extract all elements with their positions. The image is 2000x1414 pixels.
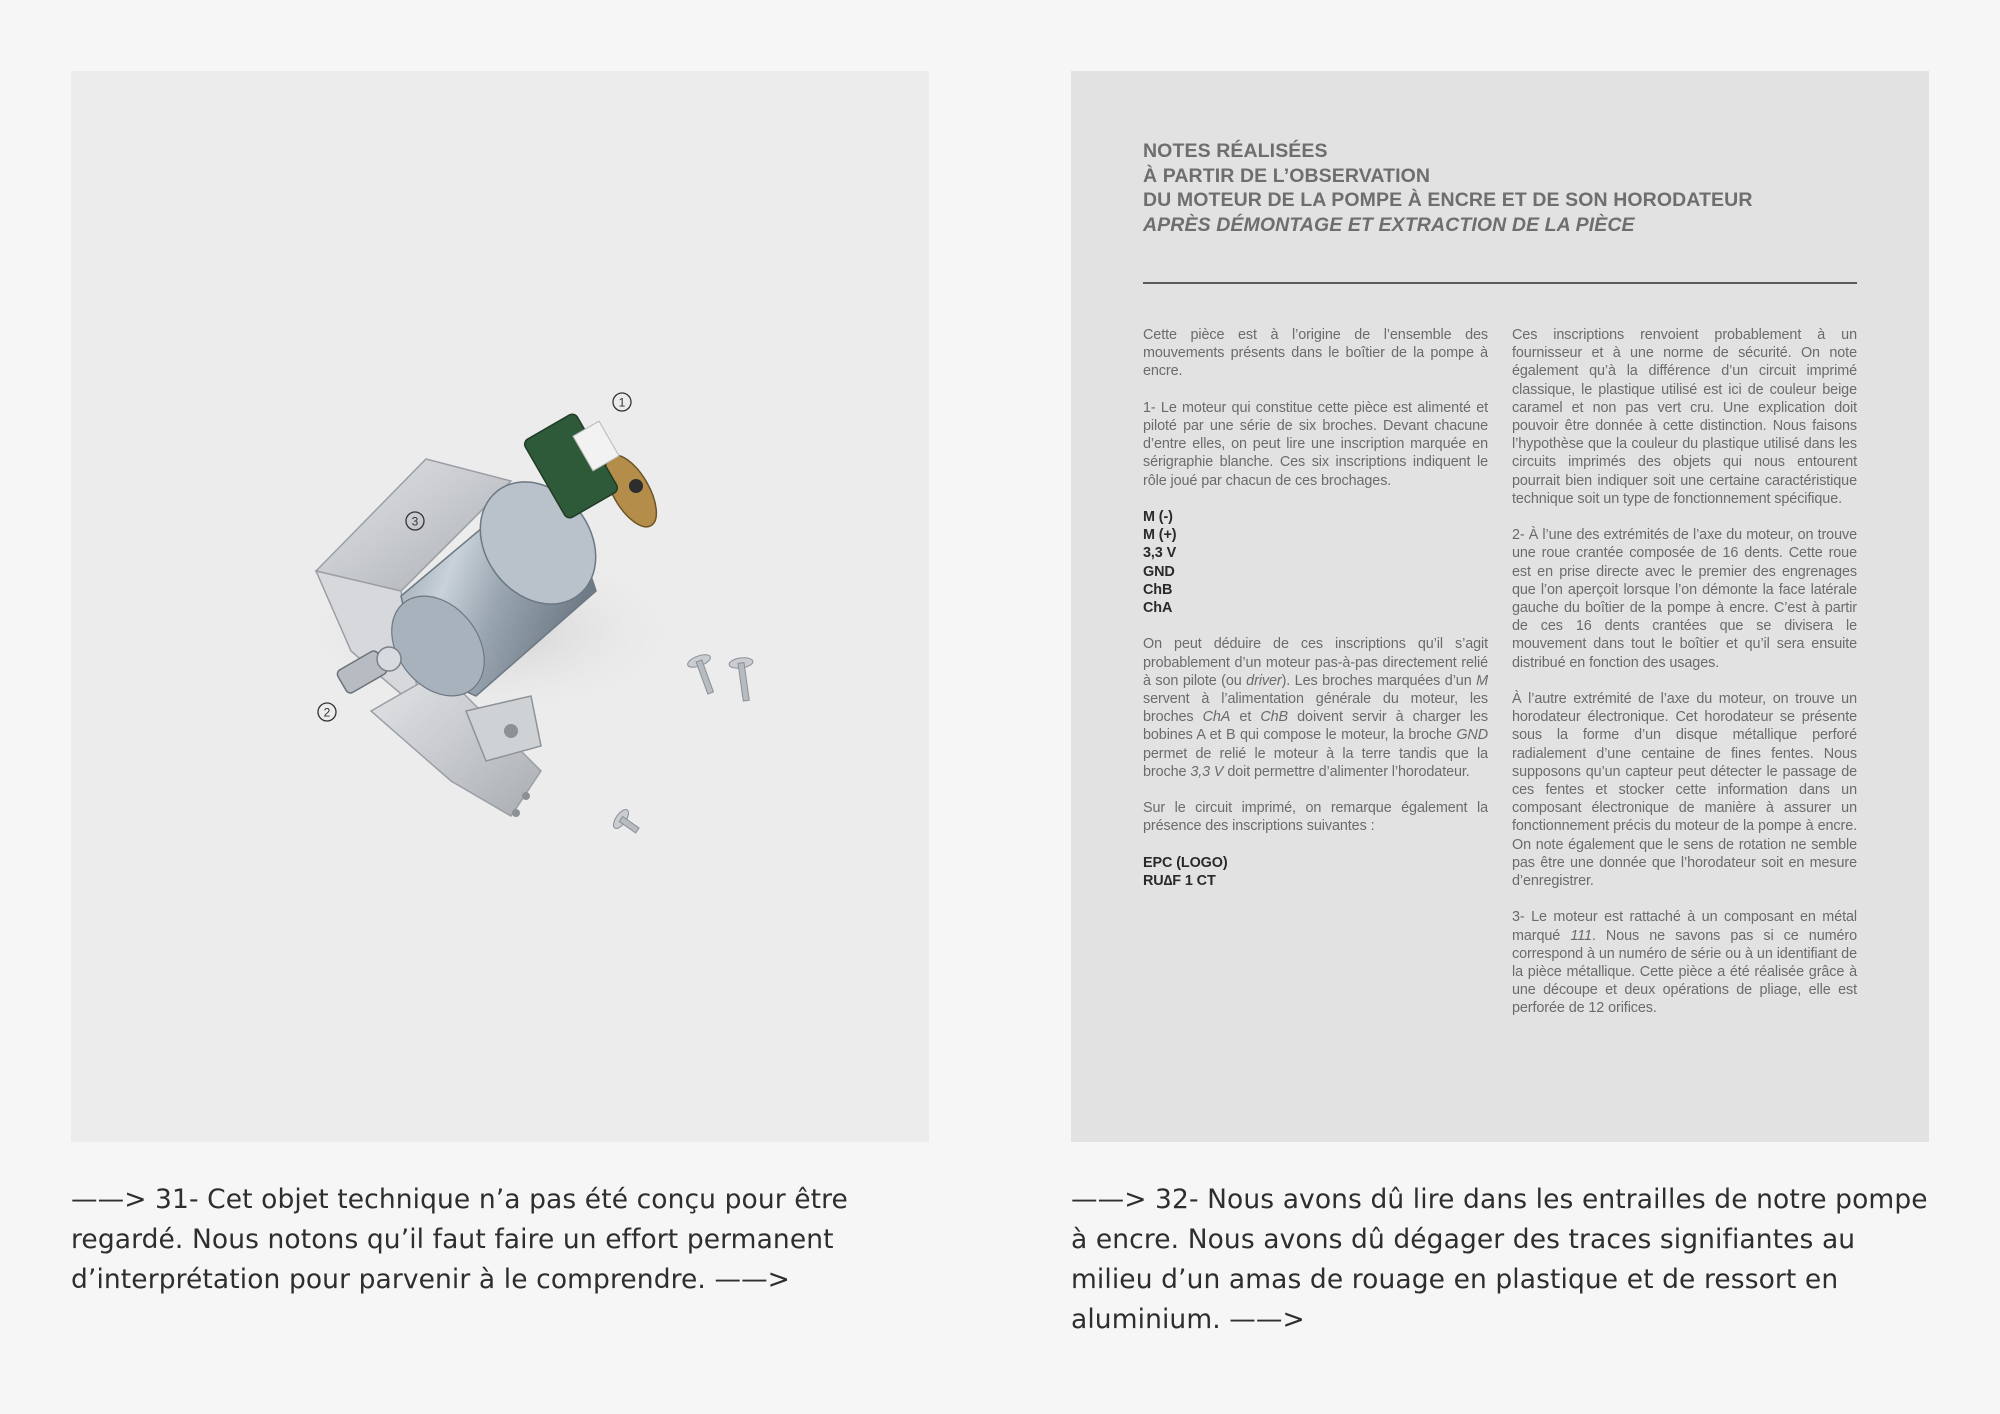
paragraph: 3- Le moteur est rattaché à un composant en métal marqué 111. Nous ne savons pas si ce numéro correspond à un numéro de série ou à un identifiant de la pièce métallique. Cette pièce a été réalisée grâce à une découpe et deux opérations de pliage, elle est perforée de 12 orifices. bbox=[1512, 909, 1857, 1017]
notes-title-line-3: DU MOTEUR DE LA POMPE À ENCRE ET DE SON HORODATEUR bbox=[1143, 189, 1753, 211]
photo-panel bbox=[71, 71, 929, 1142]
paragraph: Ces inscriptions renvoient probablement à un fournisseur et à une norme de sécurité. On note également qu’à la différence d’un circuit imprimé classique, le plastique utilisé est ici de couleur beige caramel et non pas vert cru. Une explication doit pouvoir être donnée à cette distinction. Nous faisons l’hypothèse que la couleur du plastique utilisé dans les circuits imprimés des objets qui nous entourent pourrait bien indiquer soit une certaine caractéristique technique soit un type de fonctionnement spécifique. bbox=[1512, 327, 1857, 507]
inscription-label: RU∆F 1 CT bbox=[1143, 873, 1216, 890]
notes-column-right bbox=[1512, 326, 1857, 1036]
pin-label: ChA bbox=[1143, 600, 1173, 617]
title-divider bbox=[1143, 282, 1857, 284]
paragraph: On peut déduire de ces inscriptions qu’il s’agit probablement d’un moteur pas-à-pas directement relié à son pilote (ou driver). Les broches marquées d’un M servent à l’alimentation générale du moteur, les broches ChA et ChB doivent servir à charger les bobines A et B qui compose le moteur, la broche GND permet de relié le moteur à la terre tandis que la broche 3,3 V doit permettre d’alimenter l’horodateur. bbox=[1143, 636, 1489, 780]
notes-panel bbox=[1071, 71, 1929, 1142]
paragraph: Sur le circuit imprimé, on remarque également la présence des inscriptions suivantes : bbox=[1143, 800, 1488, 835]
paragraph: À l’autre extrémité de l’axe du moteur, on trouve un horodateur électronique. Cet horodateur se présente sous la forme d’un disque métallique perforé radialement d’une centaine de fines fentes. Nous supposons qu’un capteur peut détecter le passage de ces fentes et stocker cette information dans un composant électronique de manière à assurer un fonctionnement précis du moteur de la pompe à encre. On note également que le sens de rotation ne semble pas être une donnée que l’horodateur soit en mesure d’enregistrer. bbox=[1512, 691, 1857, 890]
notes-title bbox=[1143, 139, 1863, 237]
notes-title-subtitle: APRÈS DÉMONTAGE ET EXTRACTION DE LA PIÈCE bbox=[1143, 213, 1635, 236]
paragraph: Cette pièce est à l’origine de l’ensemble des mouvements présents dans le boîtier de la pompe à encre. bbox=[1143, 327, 1488, 380]
inscription-label: EPC (LOGO) bbox=[1143, 854, 1228, 871]
pin-label: 3,3 V bbox=[1143, 545, 1177, 562]
caption-32: ——> 32- Nous avons dû lire dans les entrailles de notre pompe à encre. Nous avons dû dégager des traces signifiantes au milieu d’un amas de rouage en plastique et de ressort en aluminium. ——> bbox=[1071, 1184, 1928, 1335]
callout-2 bbox=[318, 703, 336, 721]
stepper-motor-photo bbox=[71, 71, 929, 1142]
svg-text:1: 1 bbox=[618, 395, 626, 410]
paragraph: 2- À l’une des extrémités de l’axe du moteur, on trouve une roue crantée composée de 16 dents. Cette roue est en prise directe avec le premier des engrenages que l’on aperçoit lorsque l’on démonte la face latérale gauche du boîtier de la pompe à encre. C’est à partir de ces 16 dents crantées que se divisera le mouvement dans tout le boîtier et qu’il sera ensuite distribué en fonction des usages. bbox=[1512, 527, 1857, 671]
caption-31: ——> 31- Cet objet technique n’a pas été conçu pour être regardé. Nous notons qu’il faut faire un effort permanent d’interprétation pour parvenir à le comprendre. ——> bbox=[71, 1184, 848, 1295]
callout-1 bbox=[613, 393, 631, 411]
pin-label: ChB bbox=[1143, 581, 1173, 598]
pin-label: M (-) bbox=[1143, 509, 1173, 525]
paragraph: 1- Le moteur qui constitue cette pièce est alimenté et piloté par une série de six broches. Devant chacune d’entre elles, on peut lire une inscription marquée en sérigraphie blanche. Ces six inscriptions indiquent le rôle joué par chacun de ces brochages. bbox=[1143, 399, 1488, 489]
pin-list bbox=[1143, 508, 1488, 617]
notes-column-left bbox=[1143, 326, 1488, 908]
notes-title-line-1: NOTES RÉALISÉES bbox=[1143, 140, 1328, 162]
inscription-list bbox=[1143, 854, 1488, 890]
svg-text:2: 2 bbox=[323, 705, 331, 720]
pin-label: M (+) bbox=[1143, 527, 1177, 544]
notes-title-line-2: À PARTIR DE L’OBSERVATION bbox=[1143, 164, 1431, 187]
svg-text:3: 3 bbox=[411, 514, 419, 529]
pin-label: GND bbox=[1143, 563, 1175, 580]
